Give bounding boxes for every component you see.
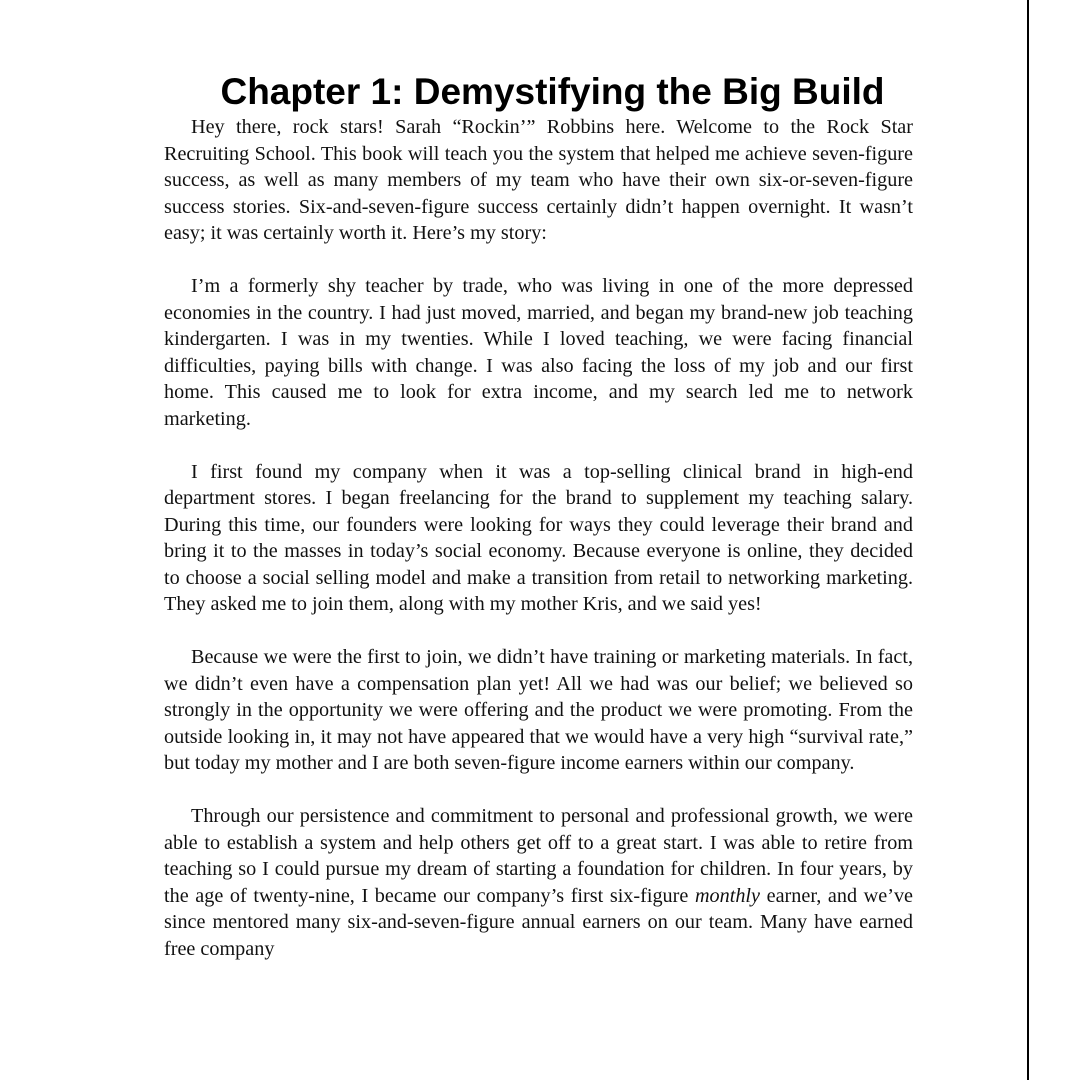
paragraph-growth xyxy=(164,803,913,962)
chapter-title: Chapter 1: Demystifying the Big Build xyxy=(220,71,885,112)
paragraph-beginning: Because we were the first to join, we didn’t have training or marketing materials. In fact, we didn’t even have a compensation plan yet! All we had was our belief; we believed so strongly in the opportunity we were offering and the product we were promoting. From the outside looking in, it may not have appeared that we would have a very high “survival rate,” but today my mother and I are both seven-figure income earners within our company. xyxy=(164,646,913,774)
paragraph-company: I first found my company when it was a top-selling clinical brand in high-end department stores. I began freelancing for the brand to supplement my teaching salary. During this time, our founders were looking for ways they could leverage their brand and bring it to the masses in today’s social economy. Because everyone is online, they decided to choose a social selling model and make a transition from retail to networking marketing. They asked me to join them, along with my mother Kris, and we said yes! xyxy=(164,460,913,615)
paragraph-background: I’m a formerly shy teacher by trade, who was living in one of the more depressed economies in the country. I had just moved, married, and began my brand-new job teaching kindergarten. I was in my twenties. While I loved teaching, we were facing financial difficulties, paying bills with change. I was also facing the loss of my job and our first home. This caused me to look for extra income, and my search led me to network marketing. xyxy=(164,275,913,430)
page-edge-rule xyxy=(1027,0,1029,1080)
page-content xyxy=(164,70,913,989)
paragraph-growth-text-end: earner, and we’ve since mentored many six-and-seven-figure annual earners on our team. Many have earned free company xyxy=(164,884,913,960)
paragraph-growth-text-start: Through our persistence and commitment to personal and professional growth, we were able to establish a system and help others get off to a great start. I was able to retire from teaching so I could pursue my dream of starting a foundation for children. In four years, by the age of twenty-nine, I became our company’s first six-figure xyxy=(164,805,913,907)
paragraph-intro: Hey there, rock stars! Sarah “Rockin’” Robbins here. Welcome to the Rock Star Recruiting School. This book will teach you the system that helped me achieve seven-figure success, as well as many members of my team who have their own six-or-seven-figure success stories. Six-and-seven-figure success certainly didn’t happen overnight. It wasn’t easy; it was certainly worth it. Here’s my story: xyxy=(164,116,913,244)
emphasis-monthly: monthly xyxy=(694,884,760,907)
